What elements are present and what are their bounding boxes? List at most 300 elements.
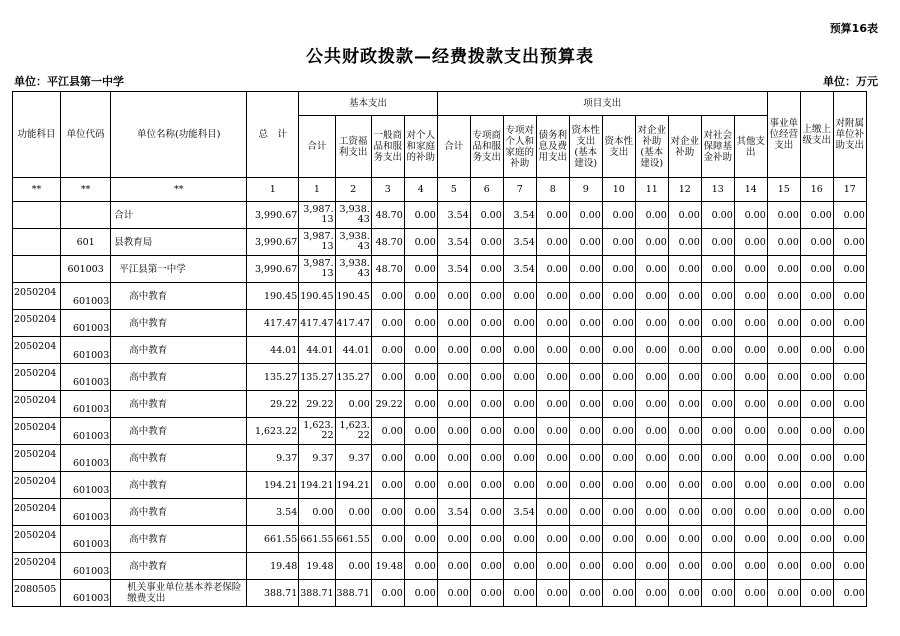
amount-cell: 0.00 <box>602 364 635 391</box>
amount-cell: 388.71 <box>335 580 371 607</box>
amount-cell: 0.00 <box>404 391 437 418</box>
amount-cell: 0.00 <box>503 553 536 580</box>
amount-cell: 0.00 <box>701 499 734 526</box>
amount-cell: 0.00 <box>767 445 800 472</box>
unit-code-cell: 601003 <box>61 256 111 283</box>
unit-name-cell: 高中教育 <box>111 445 247 472</box>
amount-cell: 0.00 <box>569 202 602 229</box>
amount-cell: 3.54 <box>437 202 470 229</box>
header-func-subject: 功能科目 <box>13 92 61 178</box>
table-row <box>13 283 867 310</box>
amount-cell: 0.00 <box>404 337 437 364</box>
unit-name-cell: 合计 <box>111 202 247 229</box>
amount-cell: 0.00 <box>767 364 800 391</box>
unit-name-cell: 机关事业单位基本养老保险缴费支出 <box>111 580 247 607</box>
index-cell: 3 <box>371 178 404 202</box>
index-cell: 17 <box>833 178 866 202</box>
unit-name-cell: 高中教育 <box>111 472 247 499</box>
amount-cell: 661.55 <box>335 526 371 553</box>
amount-cell: 0.00 <box>701 229 734 256</box>
amount-cell: 0.00 <box>668 499 701 526</box>
amount-cell: 0.00 <box>536 229 569 256</box>
header-basic-personal: 对个人和家庭的补助 <box>404 116 437 178</box>
amount-cell: 661.55 <box>247 526 299 553</box>
amount-cell: 0.00 <box>470 256 503 283</box>
amount-cell: 0.00 <box>536 472 569 499</box>
amount-cell: 0.00 <box>635 418 668 445</box>
amount-cell: 0.00 <box>404 526 437 553</box>
amount-cell: 0.00 <box>668 553 701 580</box>
amount-cell: 0.00 <box>536 310 569 337</box>
amount-cell: 388.71 <box>299 580 335 607</box>
amount-cell: 48.70 <box>371 256 404 283</box>
amount-cell: 0.00 <box>470 391 503 418</box>
amount-cell: 0.00 <box>734 499 767 526</box>
index-cell: 13 <box>701 178 734 202</box>
func-code-cell: 2050204 <box>13 526 61 553</box>
amount-cell: 0.00 <box>299 499 335 526</box>
amount-cell: 0.00 <box>635 364 668 391</box>
amount-cell: 0.00 <box>635 526 668 553</box>
amount-cell: 3.54 <box>437 256 470 283</box>
amount-cell: 0.00 <box>602 526 635 553</box>
amount-cell: 0.00 <box>503 310 536 337</box>
amount-cell: 0.00 <box>734 445 767 472</box>
amount-cell: 0.00 <box>503 364 536 391</box>
amount-cell: 0.00 <box>701 364 734 391</box>
amount-cell: 0.00 <box>371 580 404 607</box>
amount-cell: 0.00 <box>404 310 437 337</box>
amount-cell: 0.00 <box>668 310 701 337</box>
amount-cell: 0.00 <box>635 229 668 256</box>
index-cell: 2 <box>335 178 371 202</box>
unit-code-cell: 601003 <box>61 445 111 472</box>
amount-cell: 388.71 <box>247 580 299 607</box>
func-code-cell: 2050204 <box>13 391 61 418</box>
index-cell: 11 <box>635 178 668 202</box>
amount-cell: 0.00 <box>734 391 767 418</box>
amount-cell: 19.48 <box>247 553 299 580</box>
amount-cell: 0.00 <box>833 418 866 445</box>
amount-cell: 0.00 <box>569 526 602 553</box>
amount-cell: 0.00 <box>536 418 569 445</box>
amount-cell: 0.00 <box>734 256 767 283</box>
amount-cell: 0.00 <box>635 580 668 607</box>
amount-cell: 3.54 <box>437 229 470 256</box>
amount-cell: 19.48 <box>299 553 335 580</box>
amount-cell: 0.00 <box>503 445 536 472</box>
header-project-social: 对社会保障基金补助 <box>701 116 734 178</box>
unit-code-cell: 601003 <box>61 391 111 418</box>
amount-cell: 0.00 <box>635 445 668 472</box>
amount-cell: 0.00 <box>767 580 800 607</box>
amount-cell: 194.21 <box>299 472 335 499</box>
unit-name-cell: 县教育局 <box>111 229 247 256</box>
amount-cell: 0.00 <box>569 310 602 337</box>
amount-cell: 48.70 <box>371 202 404 229</box>
amount-cell: 0.00 <box>569 337 602 364</box>
amount-cell: 0.00 <box>701 202 734 229</box>
amount-cell: 0.00 <box>800 202 833 229</box>
amount-cell: 0.00 <box>800 553 833 580</box>
amount-cell: 0.00 <box>635 202 668 229</box>
amount-cell: 194.21 <box>335 472 371 499</box>
amount-cell: 0.00 <box>833 391 866 418</box>
amount-cell: 0.00 <box>404 553 437 580</box>
amount-cell: 0.00 <box>470 310 503 337</box>
amount-cell: 0.00 <box>833 472 866 499</box>
amount-cell: 0.00 <box>536 580 569 607</box>
amount-cell: 0.00 <box>569 580 602 607</box>
amount-cell: 0.00 <box>404 418 437 445</box>
amount-cell: 0.00 <box>635 553 668 580</box>
amount-cell: 9.37 <box>299 445 335 472</box>
unit-code-cell: 601003 <box>61 283 111 310</box>
unit-name-cell: 高中教育 <box>111 418 247 445</box>
amount-cell: 0.00 <box>734 553 767 580</box>
table-row <box>13 418 867 445</box>
amount-cell: 0.00 <box>569 256 602 283</box>
amount-cell: 0.00 <box>701 283 734 310</box>
amount-cell: 0.00 <box>668 202 701 229</box>
amount-cell: 0.00 <box>800 391 833 418</box>
index-cell: ** <box>111 178 247 202</box>
amount-cell: 0.00 <box>668 526 701 553</box>
index-cell: 14 <box>734 178 767 202</box>
amount-cell: 0.00 <box>470 283 503 310</box>
amount-cell: 0.00 <box>800 337 833 364</box>
amount-cell: 0.00 <box>503 580 536 607</box>
amount-cell: 0.00 <box>833 499 866 526</box>
header-project-personal: 专项对个人和家庭的补助 <box>503 116 536 178</box>
header-project-capital-build: 资本性支出(基本建设) <box>569 116 602 178</box>
amount-cell: 0.00 <box>602 283 635 310</box>
unit-name-cell: 高中教育 <box>111 364 247 391</box>
amount-cell: 0.00 <box>536 445 569 472</box>
amount-cell: 194.21 <box>247 472 299 499</box>
table-row <box>13 310 867 337</box>
amount-cell: 0.00 <box>833 337 866 364</box>
amount-cell: 0.00 <box>404 283 437 310</box>
amount-cell: 0.00 <box>635 391 668 418</box>
unit-code-cell: 601003 <box>61 418 111 445</box>
amount-cell: 0.00 <box>701 553 734 580</box>
amount-cell: 0.00 <box>800 310 833 337</box>
header-project-capital: 资本性支出 <box>602 116 635 178</box>
header-project-goods: 专项商品和服务支出 <box>470 116 503 178</box>
unit-name-cell: 高中教育 <box>111 310 247 337</box>
amount-cell: 0.00 <box>470 337 503 364</box>
amount-cell: 19.48 <box>371 553 404 580</box>
amount-cell: 0.00 <box>404 499 437 526</box>
amount-cell: 3.54 <box>503 256 536 283</box>
amount-cell: 0.00 <box>800 499 833 526</box>
unit-code-cell: 601003 <box>61 310 111 337</box>
index-cell: ** <box>13 178 61 202</box>
amount-cell: 0.00 <box>668 337 701 364</box>
amount-cell: 0.00 <box>371 364 404 391</box>
amount-cell: 0.00 <box>437 526 470 553</box>
amount-cell: 0.00 <box>503 337 536 364</box>
header-basic: 基本支出 <box>299 92 438 116</box>
amount-cell: 0.00 <box>734 364 767 391</box>
amount-cell: 0.00 <box>767 202 800 229</box>
index-cell: 6 <box>470 178 503 202</box>
amount-cell: 9.37 <box>335 445 371 472</box>
amount-cell: 3,938.43 <box>335 229 371 256</box>
amount-cell: 0.00 <box>470 364 503 391</box>
amount-cell: 0.00 <box>734 202 767 229</box>
amount-cell: 0.00 <box>767 472 800 499</box>
amount-cell: 0.00 <box>536 202 569 229</box>
header-unit-code: 单位代码 <box>61 92 111 178</box>
amount-cell: 0.00 <box>767 499 800 526</box>
amount-cell: 0.00 <box>470 580 503 607</box>
amount-cell: 417.47 <box>299 310 335 337</box>
amount-cell: 0.00 <box>668 283 701 310</box>
table-row <box>13 472 867 499</box>
amount-cell: 0.00 <box>668 580 701 607</box>
amount-cell: 0.00 <box>437 337 470 364</box>
reporting-unit: 单位：平江县第一中学 <box>14 75 124 88</box>
func-code-cell <box>13 256 61 283</box>
amount-cell: 0.00 <box>800 472 833 499</box>
amount-cell: 190.45 <box>299 283 335 310</box>
amount-cell: 0.00 <box>602 256 635 283</box>
index-cell: 8 <box>536 178 569 202</box>
amount-cell: 0.00 <box>371 526 404 553</box>
table-row <box>13 337 867 364</box>
amount-cell: 0.00 <box>569 472 602 499</box>
amount-cell: 0.00 <box>536 526 569 553</box>
amount-cell: 0.00 <box>569 364 602 391</box>
table-row <box>13 553 867 580</box>
amount-cell: 48.70 <box>371 229 404 256</box>
func-code-cell: 2050204 <box>13 337 61 364</box>
amount-cell: 29.22 <box>247 391 299 418</box>
amount-cell: 0.00 <box>668 256 701 283</box>
index-cell: 10 <box>602 178 635 202</box>
amount-cell: 0.00 <box>503 472 536 499</box>
amount-cell: 3.54 <box>503 202 536 229</box>
amount-cell: 29.22 <box>299 391 335 418</box>
amount-cell: 0.00 <box>470 553 503 580</box>
unit-code-cell: 601003 <box>61 472 111 499</box>
amount-cell: 0.00 <box>569 418 602 445</box>
amount-cell: 0.00 <box>602 337 635 364</box>
amount-cell: 0.00 <box>569 229 602 256</box>
func-code-cell: 2050204 <box>13 364 61 391</box>
amount-cell: 0.00 <box>833 310 866 337</box>
index-cell: 15 <box>767 178 800 202</box>
header-upper: 上缴上级支出 <box>800 92 833 178</box>
amount-cell: 0.00 <box>536 283 569 310</box>
amount-cell: 44.01 <box>335 337 371 364</box>
amount-cell: 0.00 <box>536 337 569 364</box>
amount-cell: 0.00 <box>701 337 734 364</box>
amount-cell: 0.00 <box>602 391 635 418</box>
amount-cell: 0.00 <box>701 472 734 499</box>
amount-cell: 0.00 <box>404 256 437 283</box>
amount-cell: 0.00 <box>668 445 701 472</box>
amount-cell: 0.00 <box>437 283 470 310</box>
amount-cell: 135.27 <box>299 364 335 391</box>
amount-cell: 44.01 <box>299 337 335 364</box>
amount-cell: 0.00 <box>833 256 866 283</box>
amount-cell: 0.00 <box>767 310 800 337</box>
amount-cell: 135.27 <box>335 364 371 391</box>
amount-cell: 0.00 <box>734 472 767 499</box>
amount-cell: 0.00 <box>404 472 437 499</box>
amount-cell: 0.00 <box>668 364 701 391</box>
amount-cell: 0.00 <box>668 418 701 445</box>
amount-cell: 3,987.13 <box>299 202 335 229</box>
amount-cell: 0.00 <box>569 553 602 580</box>
summary-row <box>13 256 867 283</box>
header-unit-name: 单位名称(功能科目) <box>111 92 247 178</box>
amount-cell: 190.45 <box>247 283 299 310</box>
amount-cell: 0.00 <box>668 472 701 499</box>
amount-cell: 0.00 <box>503 526 536 553</box>
unit-code-cell: 601003 <box>61 553 111 580</box>
unit-code-cell: 601003 <box>61 499 111 526</box>
unit-code-cell: 601003 <box>61 364 111 391</box>
header-basic-subtotal: 合计 <box>299 116 335 178</box>
index-cell: 4 <box>404 178 437 202</box>
unit-code-cell: 601003 <box>61 337 111 364</box>
amount-cell: 0.00 <box>701 391 734 418</box>
amount-cell: 0.00 <box>767 256 800 283</box>
amount-cell: 0.00 <box>437 445 470 472</box>
amount-cell: 0.00 <box>800 364 833 391</box>
amount-cell: 190.45 <box>335 283 371 310</box>
amount-cell: 0.00 <box>371 472 404 499</box>
amount-cell: 0.00 <box>767 418 800 445</box>
amount-cell: 0.00 <box>536 391 569 418</box>
amount-cell: 0.00 <box>437 553 470 580</box>
amount-cell: 0.00 <box>800 256 833 283</box>
unit-name-cell: 平江县第一中学 <box>111 256 247 283</box>
amount-cell: 0.00 <box>635 499 668 526</box>
func-code-cell: 2050204 <box>13 499 61 526</box>
amount-cell: 0.00 <box>437 418 470 445</box>
amount-cell: 3,987.13 <box>299 229 335 256</box>
unit-code-cell: 601003 <box>61 526 111 553</box>
index-cell: 5 <box>437 178 470 202</box>
amount-cell: 3,938.43 <box>335 256 371 283</box>
amount-cell: 417.47 <box>335 310 371 337</box>
amount-cell: 0.00 <box>437 472 470 499</box>
amount-cell: 0.00 <box>371 283 404 310</box>
amount-cell: 0.00 <box>734 283 767 310</box>
amount-cell: 44.01 <box>247 337 299 364</box>
header-project-subtotal: 合计 <box>437 116 470 178</box>
header-project-enterprise-build: 对企业补助(基本建设) <box>635 116 668 178</box>
amount-cell: 0.00 <box>800 283 833 310</box>
amount-cell: 1,623.22 <box>335 418 371 445</box>
amount-cell: 0.00 <box>536 256 569 283</box>
func-code-cell: 2050204 <box>13 283 61 310</box>
header-project-other: 其他支出 <box>734 116 767 178</box>
unit-code-cell <box>61 202 111 229</box>
header-project-enterprise: 对企业补助 <box>668 116 701 178</box>
amount-cell: 0.00 <box>635 256 668 283</box>
amount-cell: 1,623.22 <box>247 418 299 445</box>
amount-cell: 0.00 <box>767 283 800 310</box>
amount-cell: 0.00 <box>800 229 833 256</box>
summary-row <box>13 202 867 229</box>
func-code-cell: 2080505 <box>13 580 61 607</box>
amount-cell: 0.00 <box>371 418 404 445</box>
amount-cell: 0.00 <box>404 364 437 391</box>
amount-cell: 0.00 <box>602 445 635 472</box>
amount-cell: 0.00 <box>701 310 734 337</box>
amount-cell: 3,990.67 <box>247 202 299 229</box>
amount-cell: 0.00 <box>536 364 569 391</box>
amount-cell: 3,987.13 <box>299 256 335 283</box>
unit-name-cell: 高中教育 <box>111 283 247 310</box>
unit-code-cell: 601 <box>61 229 111 256</box>
amount-cell: 0.00 <box>371 445 404 472</box>
budget-table <box>12 91 867 607</box>
amount-cell: 0.00 <box>404 202 437 229</box>
amount-cell: 0.00 <box>602 553 635 580</box>
form-number: 预算16表 <box>829 22 878 35</box>
amount-cell: 0.00 <box>701 256 734 283</box>
amount-cell: 0.00 <box>335 391 371 418</box>
amount-cell: 0.00 <box>833 580 866 607</box>
amount-cell: 0.00 <box>602 310 635 337</box>
func-code-cell <box>13 202 61 229</box>
amount-cell: 0.00 <box>404 580 437 607</box>
amount-cell: 0.00 <box>437 580 470 607</box>
unit-name-cell: 高中教育 <box>111 553 247 580</box>
amount-cell: 0.00 <box>668 391 701 418</box>
header-basic-wage: 工资福利支出 <box>335 116 371 178</box>
amount-cell: 0.00 <box>437 391 470 418</box>
amount-cell: 1,623.22 <box>299 418 335 445</box>
index-row <box>13 178 867 202</box>
amount-cell: 0.00 <box>569 499 602 526</box>
amount-cell: 0.00 <box>800 445 833 472</box>
table-row <box>13 526 867 553</box>
amount-cell: 0.00 <box>668 229 701 256</box>
unit-name-cell: 高中教育 <box>111 526 247 553</box>
amount-cell: 0.00 <box>470 202 503 229</box>
table-row <box>13 364 867 391</box>
index-cell: ** <box>61 178 111 202</box>
amount-cell: 0.00 <box>833 526 866 553</box>
amount-cell: 0.00 <box>635 472 668 499</box>
amount-cell: 0.00 <box>569 391 602 418</box>
amount-cell: 0.00 <box>833 553 866 580</box>
amount-cell: 0.00 <box>833 229 866 256</box>
amount-cell: 0.00 <box>833 283 866 310</box>
amount-cell: 0.00 <box>767 229 800 256</box>
amount-cell: 0.00 <box>734 580 767 607</box>
amount-cell: 0.00 <box>470 418 503 445</box>
func-code-cell <box>13 229 61 256</box>
amount-cell: 0.00 <box>701 526 734 553</box>
amount-cell: 0.00 <box>569 445 602 472</box>
unit-name-cell: 高中教育 <box>111 499 247 526</box>
amount-cell: 0.00 <box>734 229 767 256</box>
amount-cell: 417.47 <box>247 310 299 337</box>
header-project: 项目支出 <box>437 92 767 116</box>
amount-cell: 0.00 <box>800 526 833 553</box>
index-cell: 1 <box>247 178 299 202</box>
amount-cell: 0.00 <box>635 337 668 364</box>
